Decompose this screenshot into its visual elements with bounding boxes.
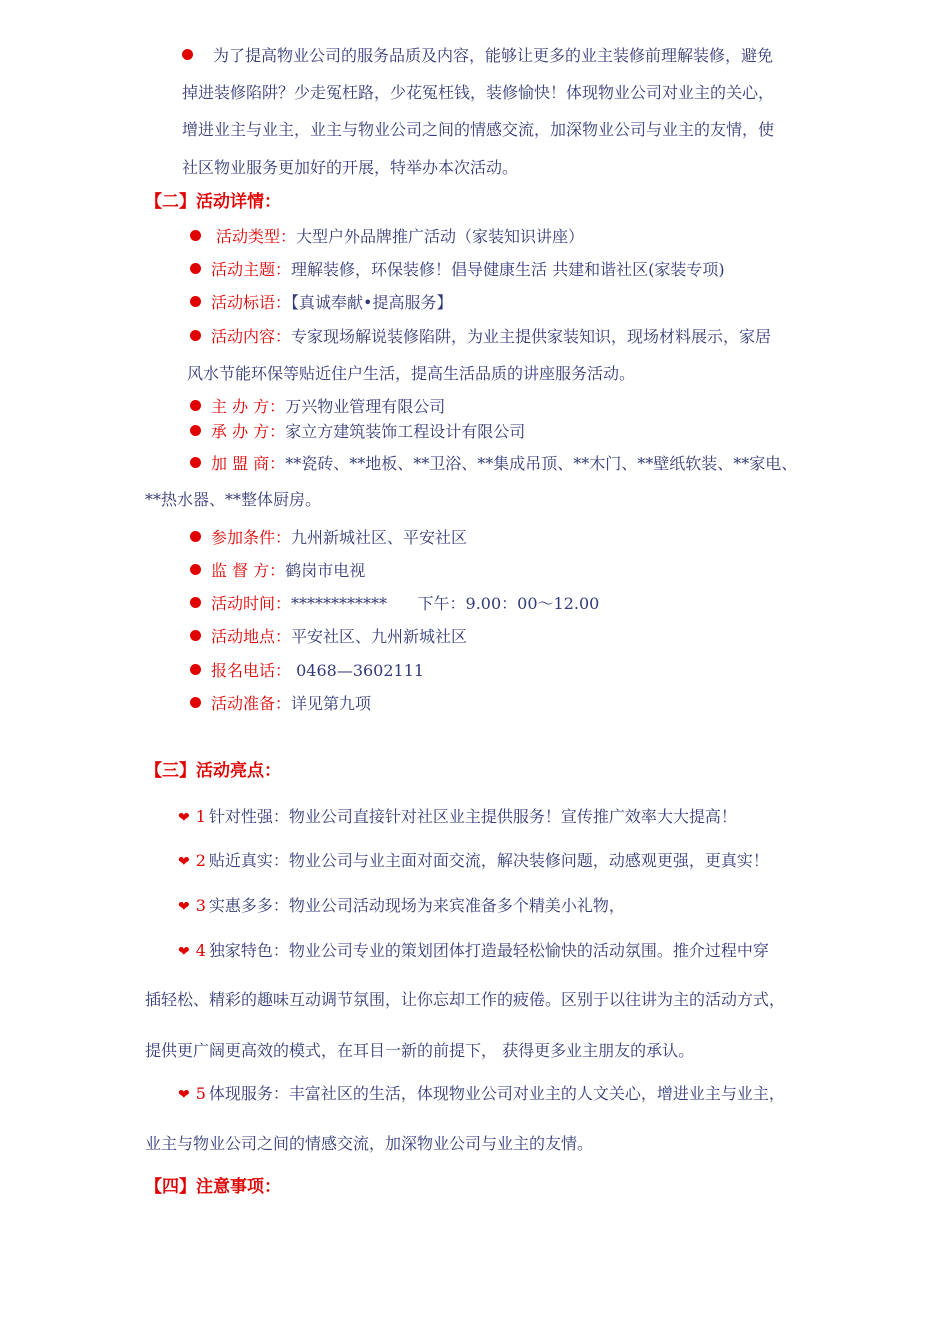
detail-item-preparation: 活动准备：详见第九项 <box>190 693 371 715</box>
bullet-dot-icon <box>190 531 201 542</box>
highlight-item-5: ❤ 5 体现服务：丰富社区的生活，体现物业公司对业主的人文关心，增进业主与业主， <box>178 1084 785 1103</box>
heart-icon: ❤ <box>178 899 190 915</box>
detail-item-franchise: 加 盟 商：**瓷砖、**地板、**卫浴、**集成吊顶、**木门、**壁纸软装、**家电、 <box>190 453 797 475</box>
heart-icon: ❤ <box>178 1087 190 1103</box>
detail-item-time: 活动时间：************ 下午：9.00：00～12.00 <box>190 593 599 615</box>
highlight-item-4: ❤ 4 独家特色：物业公司专业的策划团体打造最轻松愉快的活动氛围。推介过程中穿 <box>178 941 769 960</box>
section-3-heading: 【三】活动亮点： <box>145 761 281 781</box>
bullet-dot-icon <box>190 330 201 341</box>
bullet-dot-icon <box>190 697 201 708</box>
heart-icon: ❤ <box>178 854 190 870</box>
bullet-dot-icon <box>190 457 201 468</box>
detail-item-phone: 报名电话： 0468—3602111 <box>190 660 424 682</box>
intro-line-4: 社区物业服务更加好的开展，特举办本次活动。 <box>182 158 519 177</box>
section-2-heading: 【二】活动详情： <box>145 192 281 212</box>
bullet-dot-icon <box>190 296 201 307</box>
highlight-item-1: ❤ 1 针对性强：物业公司直接针对社区业主提供服务！宣传推广效率大大提高！ <box>178 807 737 826</box>
detail-item-content-cont: 风水节能环保等贴近住户生活，提高生活品质的讲座服务活动。 <box>187 364 636 383</box>
section-4-heading: 【四】注意事项： <box>145 1177 281 1197</box>
detail-item-organizer: 承 办 方：家立方建筑装饰工程设计有限公司 <box>190 421 525 443</box>
detail-item-theme: 活动主题：理解装修，环保装修！倡导健康生活 共建和谐社区(家装专项) <box>190 259 725 281</box>
bullet-dot-icon <box>190 263 201 274</box>
bullet-dot-icon <box>190 630 201 641</box>
bullet-dot-icon <box>190 230 201 241</box>
bullet-dot-icon <box>190 664 201 675</box>
highlight-item-5-cont-1: 业主与物业公司之间的情感交流，加深物业公司与业主的友情。 <box>145 1134 594 1153</box>
heart-icon: ❤ <box>178 944 190 960</box>
detail-item-supervisor: 监 督 方：鹤岗市电视 <box>190 560 365 582</box>
detail-item-host: 主 办 方：万兴物业管理有限公司 <box>190 396 445 418</box>
bullet-dot-icon <box>190 597 201 608</box>
bullet-dot-icon <box>190 564 201 575</box>
bullet-dot-icon <box>182 49 193 60</box>
intro-line-3: 增进业主与业主，业主与物业公司之间的情感交流，加深物业公司与业主的友情，使 <box>182 120 775 139</box>
intro-line-2: 掉进装修陷阱？少走冤枉路，少花冤枉钱，装修愉快！体现物业公司对业主的关心， <box>182 83 775 102</box>
detail-item-type: 活动类型：大型户外品牌推广活动（家装知识讲座） <box>190 226 584 248</box>
bullet-dot-icon <box>190 425 201 436</box>
highlight-item-2: ❤ 2 贴近真实：物业公司与业主面对面交流，解决装修问题，动感观更强，更真实！ <box>178 851 769 870</box>
highlight-item-4-cont-2: 提供更广阔更高效的模式，在耳目一新的前提下， 获得更多业主朋友的承认。 <box>145 1041 695 1060</box>
intro-line-1: 为了提高物业公司的服务品质及内容，能够让更多的业主装修前理解装修，避免 <box>182 45 773 67</box>
bullet-dot-icon <box>190 400 201 411</box>
detail-item-franchise-cont: **热水器、**整体厨房。 <box>145 490 322 509</box>
heart-icon: ❤ <box>178 810 190 826</box>
detail-item-conditions: 参加条件：九州新城社区、平安社区 <box>190 527 467 549</box>
highlight-item-3: ❤ 3 实惠多多：物业公司活动现场为来宾准备多个精美小礼物， <box>178 896 625 915</box>
highlight-item-4-cont-1: 插轻松、精彩的趣味互动调节氛围，让你忘却工作的疲倦。区别于以往讲为主的活动方式， <box>145 990 786 1009</box>
detail-item-location: 活动地点：平安社区、九州新城社区 <box>190 626 467 648</box>
detail-item-content: 活动内容：专家现场解说装修陷阱，为业主提供家装知识，现场材料展示，家居 <box>190 326 771 348</box>
detail-item-slogan: 活动标语：【真诚奉献•提高服务】 <box>190 292 452 314</box>
